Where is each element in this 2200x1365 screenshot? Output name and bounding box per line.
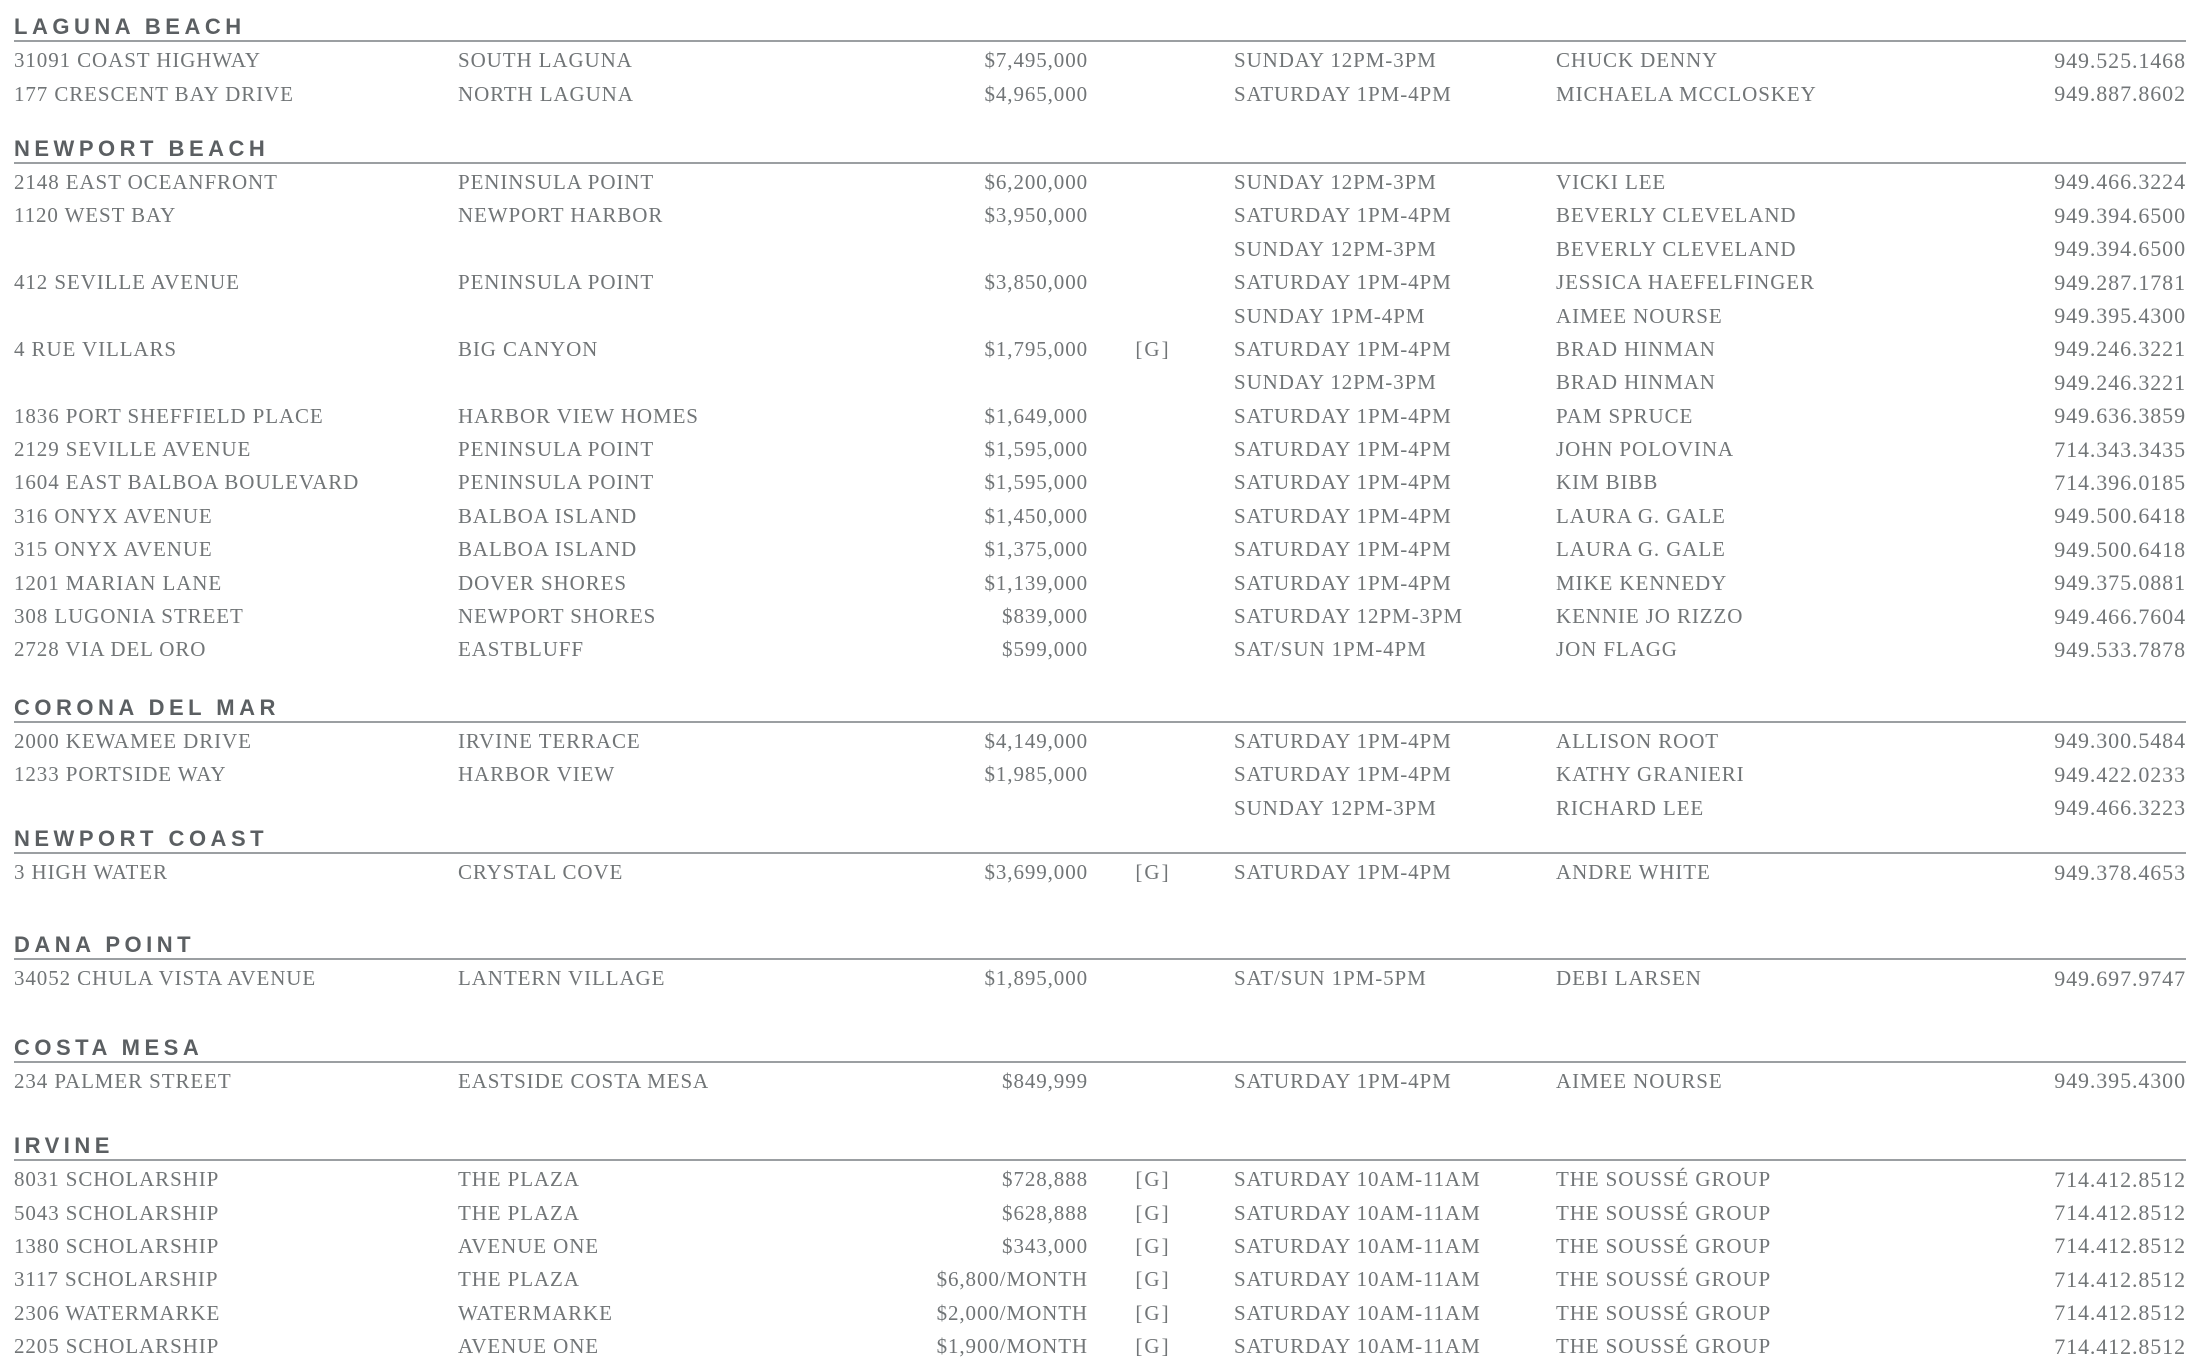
address-cell: 1380 SCHOLARSHIP bbox=[14, 1233, 220, 1258]
listing-row bbox=[14, 633, 2186, 666]
open-house-time-cell: SATURDAY 10AM-11AM bbox=[1234, 1200, 1481, 1225]
listing-row bbox=[14, 333, 2186, 366]
address-cell: 2205 SCHOLARSHIP bbox=[14, 1334, 220, 1359]
phone-number-cell: 949.246.3221 bbox=[2054, 369, 2186, 395]
listing-rows bbox=[14, 42, 2186, 111]
agent-name-cell: THE SOUSSÉ GROUP bbox=[1556, 1300, 1772, 1325]
guild-flag-badge: [G] bbox=[1135, 1233, 1171, 1258]
price-cell: $1,895,000 bbox=[984, 966, 1088, 991]
phone-number-cell: 949.533.7878 bbox=[2054, 636, 2186, 662]
listing-row bbox=[14, 566, 2186, 599]
address-cell: 5043 SCHOLARSHIP bbox=[14, 1200, 220, 1225]
agent-name-cell: RICHARD LEE bbox=[1556, 795, 1705, 820]
phone-number-cell: 949.697.9747 bbox=[2054, 965, 2186, 991]
neighborhood-cell: EASTSIDE COSTA MESA bbox=[458, 1068, 710, 1093]
agent-name-cell: PAM SPRUCE bbox=[1556, 403, 1694, 428]
open-house-time-cell: SATURDAY 1PM-4PM bbox=[1234, 570, 1452, 595]
guild-flag-badge: [G] bbox=[1135, 860, 1171, 884]
address-cell: 34052 CHULA VISTA AVENUE bbox=[14, 966, 317, 991]
listing-row bbox=[14, 1230, 2186, 1263]
price-cell: $1,595,000 bbox=[984, 470, 1088, 495]
neighborhood-cell: EASTBLUFF bbox=[458, 637, 584, 662]
listing-row bbox=[14, 791, 2186, 824]
agent-name-cell: AIMEE NOURSE bbox=[1556, 1068, 1723, 1093]
open-house-time-cell: SUNDAY 12PM-3PM bbox=[1234, 169, 1437, 194]
price-cell: $1,375,000 bbox=[984, 537, 1088, 562]
agent-name-cell: BEVERLY CLEVELAND bbox=[1556, 236, 1797, 261]
phone-number-cell: 949.378.4653 bbox=[2054, 859, 2186, 885]
address-cell: 2728 VIA DEL ORO bbox=[14, 637, 207, 662]
price-cell: $343,000 bbox=[1002, 1233, 1088, 1258]
listing-rows bbox=[14, 1063, 2186, 1098]
open-house-time-cell: SATURDAY 1PM-4PM bbox=[1234, 860, 1452, 884]
price-cell: $3,950,000 bbox=[984, 203, 1088, 228]
guild-flag-badge: [G] bbox=[1135, 1200, 1171, 1225]
listing-row bbox=[14, 1196, 2186, 1229]
listing-row bbox=[14, 77, 2186, 110]
listing-row bbox=[14, 266, 2186, 299]
neighborhood-cell: AVENUE ONE bbox=[458, 1334, 600, 1359]
open-house-time-cell: SATURDAY 1PM-4PM bbox=[1234, 1068, 1452, 1093]
listing-row bbox=[14, 1163, 2186, 1196]
phone-number-cell: 949.466.3223 bbox=[2054, 795, 2186, 821]
open-house-time-cell: SAT/SUN 1PM-4PM bbox=[1234, 637, 1427, 662]
guild-flag-badge: [G] bbox=[1135, 336, 1171, 361]
agent-name-cell: BRAD HINMAN bbox=[1556, 336, 1716, 361]
address-cell: 2000 KEWAMEE DRIVE bbox=[14, 728, 252, 753]
agent-name-cell: THE SOUSSÉ GROUP bbox=[1556, 1334, 1772, 1359]
agent-name-cell: LAURA G. GALE bbox=[1556, 503, 1726, 528]
neighborhood-cell: HARBOR VIEW HOMES bbox=[458, 403, 699, 428]
phone-number-cell: 949.394.6500 bbox=[2054, 236, 2186, 262]
listing-row bbox=[14, 1297, 2186, 1330]
price-cell: $839,000 bbox=[1002, 604, 1088, 629]
listing-rows bbox=[14, 854, 2186, 889]
city-section bbox=[14, 1134, 2186, 1363]
city-header: IRVINE bbox=[14, 1134, 2186, 1161]
city-section bbox=[14, 1036, 2186, 1098]
agent-name-cell: ALLISON ROOT bbox=[1556, 728, 1720, 753]
neighborhood-cell: HARBOR VIEW bbox=[458, 762, 616, 787]
city-section bbox=[14, 137, 2186, 667]
listing-rows bbox=[14, 960, 2186, 995]
guild-flag-badge: [G] bbox=[1135, 1300, 1171, 1325]
open-house-time-cell: SAT/SUN 1PM-5PM bbox=[1234, 966, 1427, 991]
address-cell: 31091 COAST HIGHWAY bbox=[14, 48, 261, 73]
phone-number-cell: 949.395.4300 bbox=[2054, 1068, 2186, 1094]
phone-number-cell: 949.525.1468 bbox=[2054, 47, 2186, 73]
address-cell: 3 HIGH WATER bbox=[14, 860, 168, 884]
neighborhood-cell: DOVER SHORES bbox=[458, 570, 627, 595]
price-cell: $1,795,000 bbox=[984, 336, 1088, 361]
phone-number-cell: 949.466.3224 bbox=[2054, 169, 2186, 195]
listing-rows bbox=[14, 164, 2186, 667]
agent-name-cell: JOHN POLOVINA bbox=[1556, 437, 1734, 462]
address-cell: 1233 PORTSIDE WAY bbox=[14, 762, 227, 787]
price-cell: $1,985,000 bbox=[984, 762, 1088, 787]
agent-name-cell: DEBI LARSEN bbox=[1556, 966, 1702, 991]
open-house-time-cell: SATURDAY 1PM-4PM bbox=[1234, 503, 1452, 528]
city-header: NEWPORT BEACH bbox=[14, 137, 2186, 164]
phone-number-cell: 714.412.8512 bbox=[2054, 1166, 2186, 1192]
phone-number-cell: 714.412.8512 bbox=[2054, 1333, 2186, 1359]
city-header: NEWPORT COAST bbox=[14, 827, 2186, 854]
guild-flag-badge: [G] bbox=[1135, 1267, 1171, 1292]
neighborhood-cell: AVENUE ONE bbox=[458, 1233, 600, 1258]
phone-number-cell: 949.246.3221 bbox=[2054, 336, 2186, 362]
listing-row bbox=[14, 1330, 2186, 1363]
price-cell: $3,850,000 bbox=[984, 270, 1088, 295]
neighborhood-cell: PENINSULA POINT bbox=[458, 270, 655, 295]
agent-name-cell: JESSICA HAEFELFINGER bbox=[1556, 270, 1815, 295]
open-house-time-cell: SATURDAY 1PM-4PM bbox=[1234, 403, 1452, 428]
phone-number-cell: 949.500.6418 bbox=[2054, 536, 2186, 562]
neighborhood-cell: CRYSTAL COVE bbox=[458, 860, 624, 884]
price-cell: $3,699,000 bbox=[984, 860, 1088, 884]
agent-name-cell: AIMEE NOURSE bbox=[1556, 303, 1723, 328]
address-cell: 177 CRESCENT BAY DRIVE bbox=[14, 81, 294, 106]
open-house-time-cell: SUNDAY 12PM-3PM bbox=[1234, 236, 1437, 261]
guild-flag-badge: [G] bbox=[1135, 1167, 1171, 1192]
agent-name-cell: JON FLAGG bbox=[1556, 637, 1678, 662]
open-house-time-cell: SATURDAY 12PM-3PM bbox=[1234, 604, 1464, 629]
price-cell: $1,649,000 bbox=[984, 403, 1088, 428]
phone-number-cell: 714.412.8512 bbox=[2054, 1233, 2186, 1259]
agent-name-cell: ANDRE WHITE bbox=[1556, 860, 1711, 884]
city-header: COSTA MESA bbox=[14, 1036, 2186, 1063]
phone-number-cell: 714.396.0185 bbox=[2054, 469, 2186, 495]
neighborhood-cell: THE PLAZA bbox=[458, 1167, 580, 1192]
listing-row bbox=[14, 166, 2186, 199]
address-cell: 316 ONYX AVENUE bbox=[14, 503, 213, 528]
price-cell: $6,800/MONTH bbox=[936, 1267, 1088, 1292]
open-house-time-cell: SUNDAY 12PM-3PM bbox=[1234, 370, 1437, 395]
phone-number-cell: 714.412.8512 bbox=[2054, 1300, 2186, 1326]
neighborhood-cell: WATERMARKE bbox=[458, 1300, 613, 1325]
open-house-time-cell: SATURDAY 1PM-4PM bbox=[1234, 470, 1452, 495]
address-cell: 8031 SCHOLARSHIP bbox=[14, 1167, 220, 1192]
listing-row bbox=[14, 400, 2186, 433]
open-house-time-cell: SATURDAY 1PM-4PM bbox=[1234, 537, 1452, 562]
price-cell: $1,139,000 bbox=[984, 570, 1088, 595]
price-cell: $2,000/MONTH bbox=[936, 1300, 1088, 1325]
neighborhood-cell: PENINSULA POINT bbox=[458, 470, 655, 495]
address-cell: 1201 MARIAN LANE bbox=[14, 570, 223, 595]
address-cell: 2148 EAST OCEANFRONT bbox=[14, 169, 278, 194]
open-house-directory bbox=[14, 15, 2186, 1363]
neighborhood-cell: BIG CANYON bbox=[458, 336, 599, 361]
city-section bbox=[14, 696, 2186, 825]
phone-number-cell: 714.412.8512 bbox=[2054, 1266, 2186, 1292]
address-cell: 1604 EAST BALBOA BOULEVARD bbox=[14, 470, 360, 495]
listing-row bbox=[14, 533, 2186, 566]
address-cell: 3117 SCHOLARSHIP bbox=[14, 1267, 219, 1292]
listing-row bbox=[14, 856, 2186, 889]
price-cell: $6,200,000 bbox=[984, 169, 1088, 194]
open-house-time-cell: SATURDAY 10AM-11AM bbox=[1234, 1334, 1481, 1359]
price-cell: $1,900/MONTH bbox=[936, 1334, 1088, 1359]
listing-row bbox=[14, 299, 2186, 332]
open-house-time-cell: SATURDAY 10AM-11AM bbox=[1234, 1267, 1481, 1292]
listing-row bbox=[14, 1065, 2186, 1098]
neighborhood-cell: SOUTH LAGUNA bbox=[458, 48, 633, 73]
phone-number-cell: 949.300.5484 bbox=[2054, 728, 2186, 754]
price-cell: $7,495,000 bbox=[984, 48, 1088, 73]
phone-number-cell: 949.636.3859 bbox=[2054, 403, 2186, 429]
city-header: CORONA DEL MAR bbox=[14, 696, 2186, 723]
address-cell: 2129 SEVILLE AVENUE bbox=[14, 437, 252, 462]
listing-row bbox=[14, 1263, 2186, 1296]
listing-row bbox=[14, 500, 2186, 533]
neighborhood-cell: NEWPORT HARBOR bbox=[458, 203, 664, 228]
phone-number-cell: 714.412.8512 bbox=[2054, 1200, 2186, 1226]
agent-name-cell: BEVERLY CLEVELAND bbox=[1556, 203, 1797, 228]
open-house-time-cell: SUNDAY 12PM-3PM bbox=[1234, 48, 1437, 73]
address-cell: 4 RUE VILLARS bbox=[14, 336, 177, 361]
neighborhood-cell: NEWPORT SHORES bbox=[458, 604, 657, 629]
listing-row bbox=[14, 758, 2186, 791]
price-cell: $628,888 bbox=[1002, 1200, 1088, 1225]
agent-name-cell: KATHY GRANIERI bbox=[1556, 762, 1745, 787]
neighborhood-cell: THE PLAZA bbox=[458, 1200, 580, 1225]
open-house-time-cell: SATURDAY 1PM-4PM bbox=[1234, 203, 1452, 228]
open-house-time-cell: SATURDAY 1PM-4PM bbox=[1234, 81, 1452, 106]
open-house-time-cell: SATURDAY 10AM-11AM bbox=[1234, 1233, 1481, 1258]
listing-row bbox=[14, 466, 2186, 499]
price-cell: $849,999 bbox=[1002, 1068, 1088, 1093]
price-cell: $599,000 bbox=[1002, 637, 1088, 662]
listing-row bbox=[14, 600, 2186, 633]
agent-name-cell: MIKE KENNEDY bbox=[1556, 570, 1728, 595]
agent-name-cell: CHUCK DENNY bbox=[1556, 48, 1719, 73]
address-cell: 315 ONYX AVENUE bbox=[14, 537, 213, 562]
agent-name-cell: LAURA G. GALE bbox=[1556, 537, 1726, 562]
open-house-time-cell: SATURDAY 1PM-4PM bbox=[1234, 336, 1452, 361]
city-header: LAGUNA BEACH bbox=[14, 15, 2186, 42]
neighborhood-cell: BALBOA ISLAND bbox=[458, 503, 638, 528]
phone-number-cell: 949.466.7604 bbox=[2054, 603, 2186, 629]
agent-name-cell: THE SOUSSÉ GROUP bbox=[1556, 1167, 1772, 1192]
listing-row bbox=[14, 725, 2186, 758]
price-cell: $728,888 bbox=[1002, 1167, 1088, 1192]
phone-number-cell: 949.375.0881 bbox=[2054, 570, 2186, 596]
agent-name-cell: THE SOUSSÉ GROUP bbox=[1556, 1267, 1772, 1292]
open-house-time-cell: SATURDAY 1PM-4PM bbox=[1234, 270, 1452, 295]
price-cell: $4,965,000 bbox=[984, 81, 1088, 106]
neighborhood-cell: NORTH LAGUNA bbox=[458, 81, 634, 106]
listing-row bbox=[14, 199, 2186, 232]
address-cell: 412 SEVILLE AVENUE bbox=[14, 270, 240, 295]
address-cell: 308 LUGONIA STREET bbox=[14, 604, 244, 629]
listing-row bbox=[14, 44, 2186, 77]
city-section bbox=[14, 827, 2186, 889]
listing-rows bbox=[14, 723, 2186, 825]
agent-name-cell: THE SOUSSÉ GROUP bbox=[1556, 1233, 1772, 1258]
phone-number-cell: 949.887.8602 bbox=[2054, 81, 2186, 107]
neighborhood-cell: PENINSULA POINT bbox=[458, 437, 655, 462]
phone-number-cell: 949.500.6418 bbox=[2054, 503, 2186, 529]
listing-rows bbox=[14, 1161, 2186, 1363]
city-section bbox=[14, 933, 2186, 995]
guild-flag-badge: [G] bbox=[1135, 1334, 1171, 1359]
listing-row bbox=[14, 366, 2186, 399]
city-section bbox=[14, 15, 2186, 111]
price-cell: $1,595,000 bbox=[984, 437, 1088, 462]
phone-number-cell: 949.422.0233 bbox=[2054, 761, 2186, 787]
address-cell: 2306 WATERMARKE bbox=[14, 1300, 221, 1325]
open-house-time-cell: SATURDAY 1PM-4PM bbox=[1234, 728, 1452, 753]
address-cell: 1120 WEST BAY bbox=[14, 203, 177, 228]
neighborhood-cell: BALBOA ISLAND bbox=[458, 537, 638, 562]
neighborhood-cell: PENINSULA POINT bbox=[458, 169, 655, 194]
address-cell: 1836 PORT SHEFFIELD PLACE bbox=[14, 403, 324, 428]
address-cell: 234 PALMER STREET bbox=[14, 1068, 232, 1093]
open-house-time-cell: SATURDAY 1PM-4PM bbox=[1234, 437, 1452, 462]
open-house-time-cell: SUNDAY 1PM-4PM bbox=[1234, 303, 1426, 328]
agent-name-cell: MICHAELA MCCLOSKEY bbox=[1556, 81, 1817, 106]
price-cell: $4,149,000 bbox=[984, 728, 1088, 753]
neighborhood-cell: IRVINE TERRACE bbox=[458, 728, 641, 753]
neighborhood-cell: THE PLAZA bbox=[458, 1267, 580, 1292]
phone-number-cell: 714.343.3435 bbox=[2054, 436, 2186, 462]
price-cell: $1,450,000 bbox=[984, 503, 1088, 528]
agent-name-cell: THE SOUSSÉ GROUP bbox=[1556, 1200, 1772, 1225]
listing-row bbox=[14, 233, 2186, 266]
open-house-time-cell: SATURDAY 10AM-11AM bbox=[1234, 1300, 1481, 1325]
city-header: DANA POINT bbox=[14, 933, 2186, 960]
agent-name-cell: KENNIE JO RIZZO bbox=[1556, 604, 1744, 629]
neighborhood-cell: LANTERN VILLAGE bbox=[458, 966, 666, 991]
open-house-time-cell: SATURDAY 1PM-4PM bbox=[1234, 762, 1452, 787]
open-house-time-cell: SUNDAY 12PM-3PM bbox=[1234, 795, 1437, 820]
phone-number-cell: 949.394.6500 bbox=[2054, 202, 2186, 228]
listing-row bbox=[14, 962, 2186, 995]
phone-number-cell: 949.287.1781 bbox=[2054, 269, 2186, 295]
listing-row bbox=[14, 433, 2186, 466]
open-house-time-cell: SATURDAY 10AM-11AM bbox=[1234, 1167, 1481, 1192]
agent-name-cell: KIM BIBB bbox=[1556, 470, 1659, 495]
agent-name-cell: BRAD HINMAN bbox=[1556, 370, 1716, 395]
agent-name-cell: VICKI LEE bbox=[1556, 169, 1667, 194]
phone-number-cell: 949.395.4300 bbox=[2054, 303, 2186, 329]
